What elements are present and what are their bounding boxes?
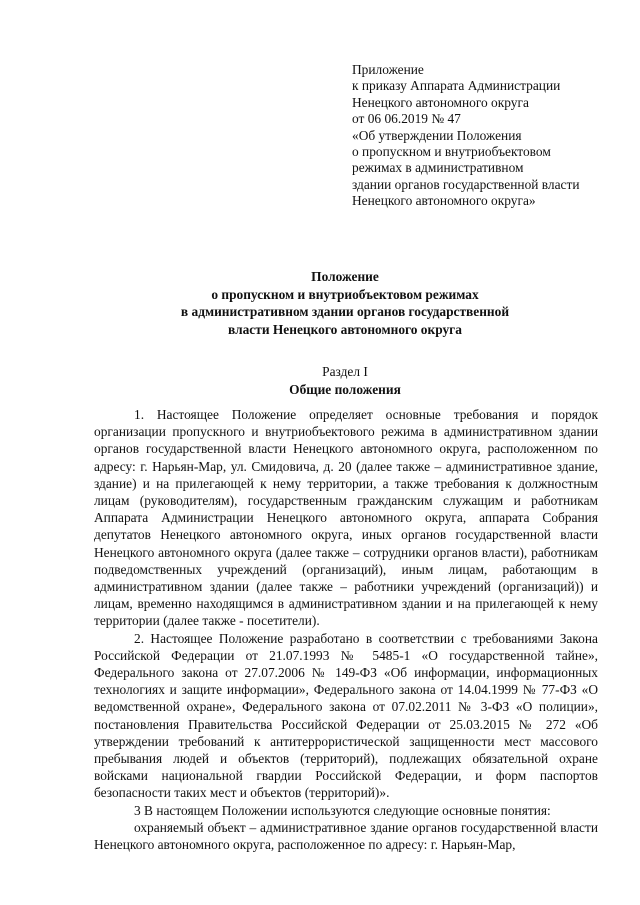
- appendix-line: Ненецкого автономного округа»: [352, 193, 536, 209]
- title-line: Положение: [311, 269, 379, 284]
- document-body: [94, 406, 598, 853]
- paragraph-2: 2. Настоящее Положение разработано в соответствии с требованиями Закона Российской Федерации от 21.07.1993 № 5485-1 «О государственной тайне», Федерального закона от 27.07.2006 № 149-ФЗ «Об информации, информационных технологиях и защите информации», Федерального закона от 14.04.1999 № 77-ФЗ «О ведомственной охране», Федерального закона от 07.02.2011 № 3-ФЗ «О полиции», постановления Правительства Российской Федерации от 25.03.2015 № 272 «Об утверждении требований к антитеррористической защищенности мест массового пребывания людей и объектов (территорий), подлежащих обязательной охране войсками национальной гвардии Российской Федерации, и форм паспортов безопасности таких мест и объектов (территорий)».: [94, 630, 598, 801]
- section-heading: Общие положения: [289, 381, 401, 397]
- section-number: Раздел I: [322, 364, 368, 379]
- appendix-line: от 06 06.2019 № 47: [352, 111, 461, 127]
- appendix-line: «Об утверждении Положения: [352, 127, 522, 143]
- appendix-line: режимах в административном: [352, 160, 524, 176]
- appendix-line: Ненецкого автономного округа: [352, 94, 529, 110]
- title-line: о пропускном и внутриобъектовом режимах: [211, 286, 479, 302]
- appendix-line: о пропускном и внутриобъектовом: [352, 144, 551, 160]
- paragraph-definition: охраняемый объект – административное здание органов государственной власти Ненецкого автономного округа, расположенное по адресу: г. Нарьян-Мар,: [94, 819, 598, 853]
- appendix-line: к приказу Аппарата Администрации: [352, 78, 561, 94]
- appendix-line: здании органов государственной власти: [352, 176, 580, 192]
- document-title: [90, 268, 600, 338]
- title-line: в административном здании органов государственной: [180, 304, 510, 319]
- appendix-line: Приложение: [352, 62, 424, 77]
- title-line: власти Ненецкого автономного округа: [228, 321, 462, 337]
- appendix-header: [352, 62, 622, 210]
- section-header: [90, 363, 600, 398]
- paragraph-3: 3 В настоящем Положении используются следующие основные понятия:: [134, 802, 551, 818]
- paragraph-1: 1. Настоящее Положение определяет основные требования и порядок организации пропускного и внутриобъектового режима в административном здании органов государственной власти Ненецкого автономного округа, расположенном по адресу: г. Нарьян-Мар, ул. Смидовича, д. 20 (далее также – административное здание, здание) и на прилегающей к нему территории, а также требования к должностным лицам (руководителям), государственным гражданским служащим и работникам Аппарата Администрации Ненецкого автономного округа, аппарата Собрания депутатов Ненецкого автономного округа, иных органов государственной власти Ненецкого автономного округа (далее также – сотрудники органов власти), работникам подведомственных учреждений (организаций), иным лицам, работающим в административном здании (далее также – работники учреждений (организаций)) и лицам, временно находящимся в административном здании и на прилегающей к нему территории (далее также - посетители).: [94, 407, 598, 629]
